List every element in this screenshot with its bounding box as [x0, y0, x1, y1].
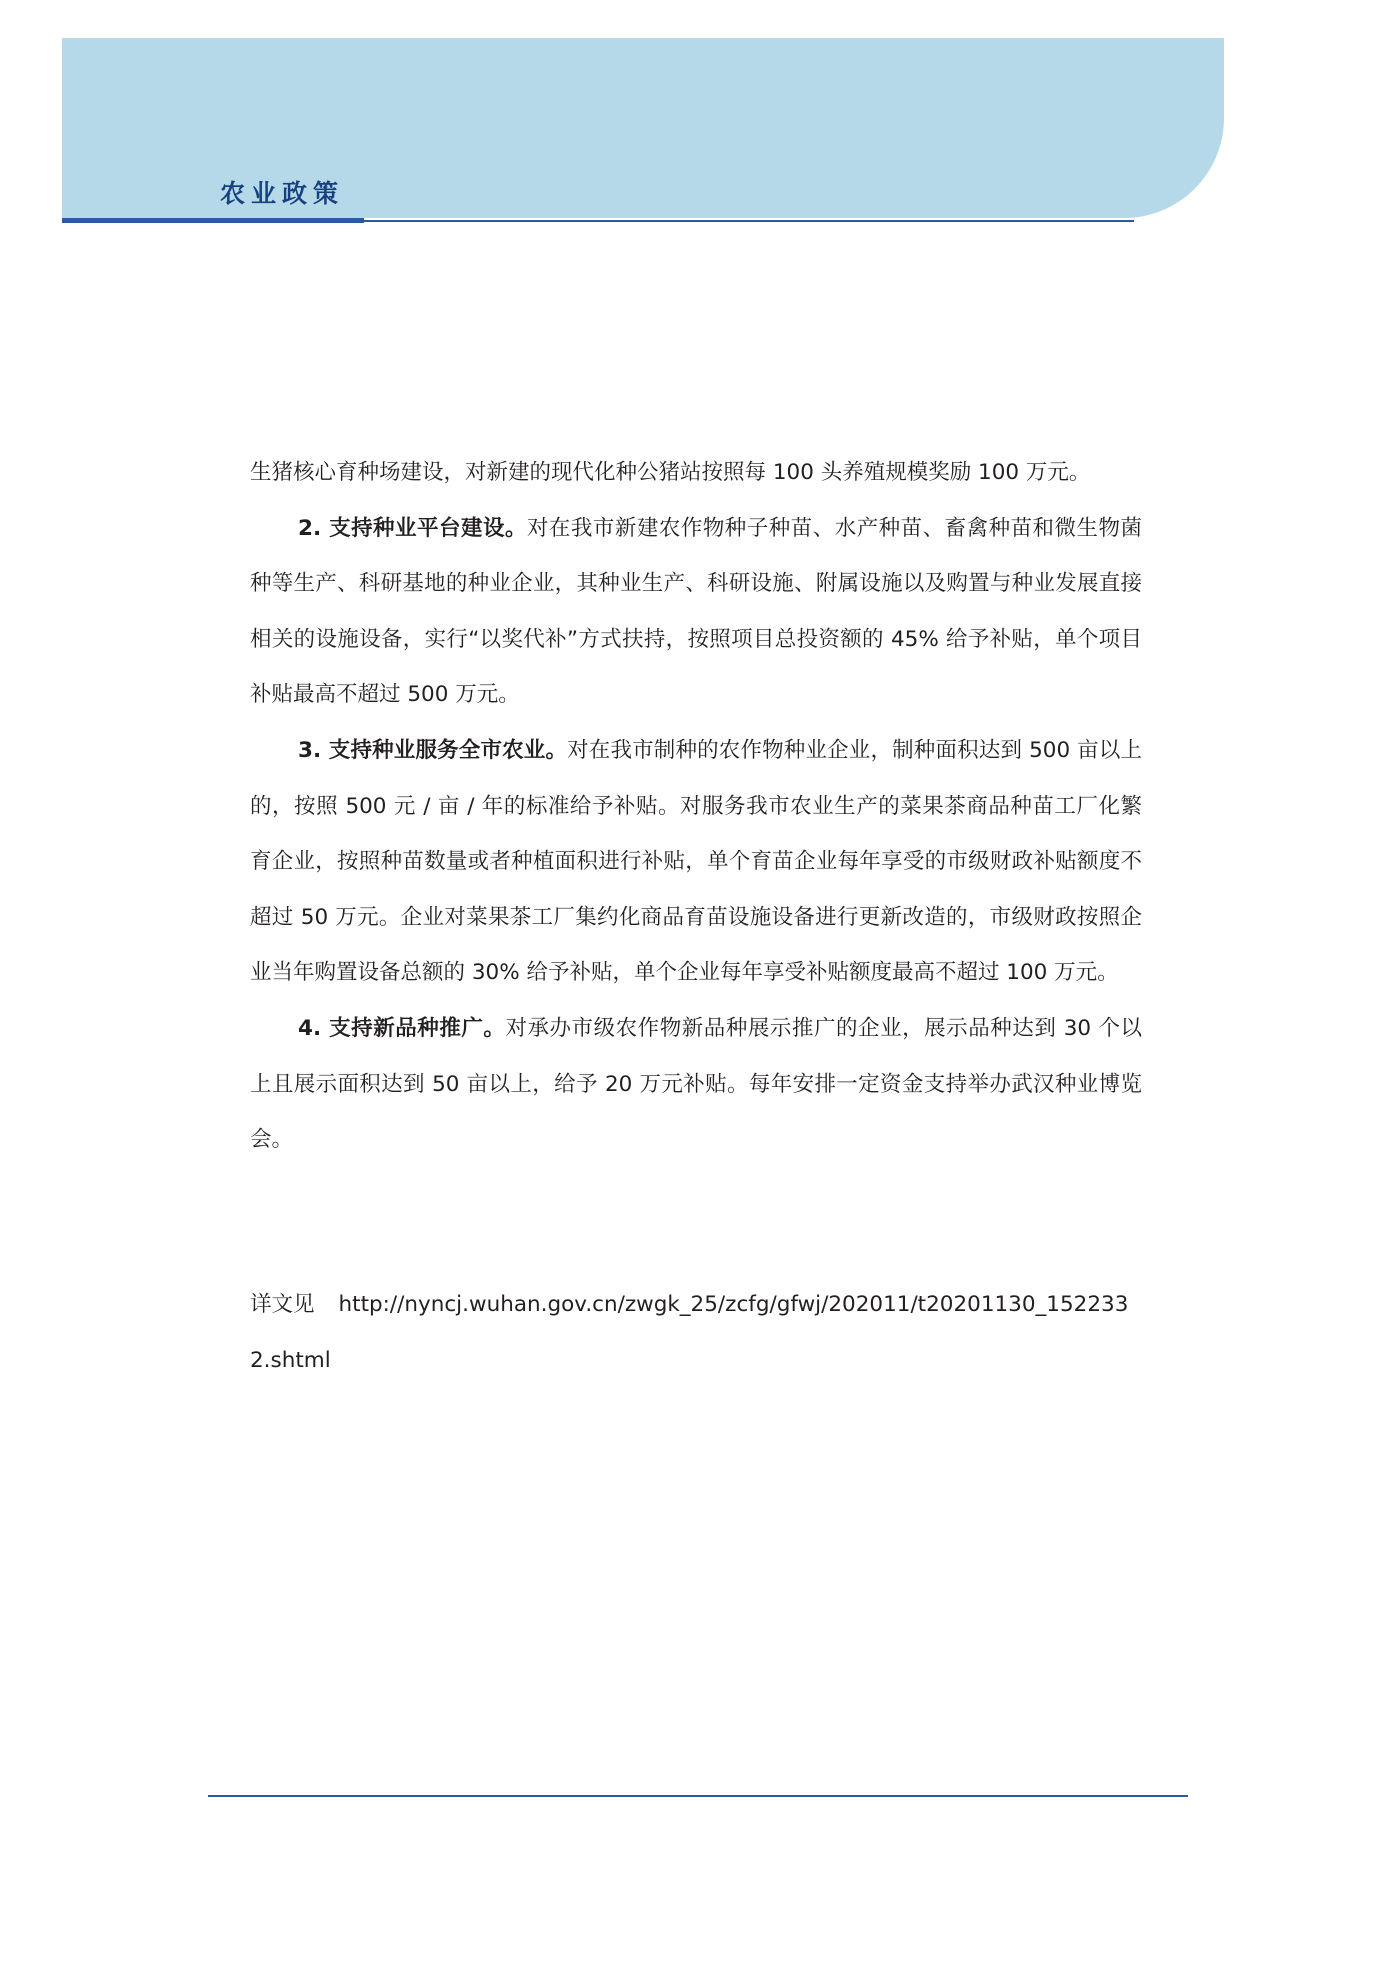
footer-divider	[208, 1795, 1188, 1797]
source-reference	[250, 1277, 1142, 1388]
paragraph-continuation: 生猪核心育种场建设，对新建的现代化种公猪站按照每 100 头养殖规模奖励 100 万元。	[250, 460, 1091, 485]
section-title: 农业政策	[220, 179, 345, 208]
paragraph-platform	[250, 501, 1142, 723]
paragraph-heading: 2. 支持种业平台建设。	[298, 515, 527, 541]
paragraph-text: 对承办市级农作物新品种展示推广的企业，展示品种达到 30 个以上且展示面积达到 50 亩以上，给予 20 万元补贴。每年安排一定资金支持举办武汉种业博览会。	[250, 1015, 1142, 1153]
source-link[interactable]: http://nyncj.wuhan.gov.cn/zwgk_25/zcfg/gfwj/202011/t20201130_1522332.shtml	[250, 1292, 1129, 1373]
paragraph-text: 对在我市新建农作物种子种苗、水产种苗、畜禽种苗和微生物菌种等生产、科研基地的种业企业，其种业生产、科研设施、附属设施以及购置与种业发展直接相关的设施设备，实行“以奖代补”方式扶持，按照项目总投资额的 45% 给予补贴，单个项目补贴最高不超过 500 万元。	[250, 515, 1142, 708]
paragraph-heading: 3. 支持种业服务全市农业。	[298, 737, 568, 763]
paragraph-services	[250, 723, 1142, 1001]
header-divider	[364, 220, 1134, 222]
article-body	[250, 445, 1142, 1168]
paragraph-text: 对在我市制种的农作物种业企业，制种面积达到 500 亩以上的，按照 500 元 / 亩 / 年的标准给予补贴。对服务我市农业生产的菜果茶商品种苗工厂化繁育企业，按照种苗数量或者种植面积进行补贴，单个育苗企业每年享受的市级财政补贴额度不超过 50 万元。企业对菜果茶工厂集约化商品育苗设施设备进行更新改造的，市级财政按照企业当年购置设备总额的 30% 给予补贴，单个企业每年享受补贴额度最高不超过 100 万元。	[250, 737, 1142, 986]
paragraph-varieties	[250, 1001, 1142, 1168]
paragraph-heading: 4. 支持新品种推广。	[298, 1015, 506, 1041]
source-label: 详文见	[250, 1292, 315, 1317]
header-accent-rule	[62, 218, 364, 223]
